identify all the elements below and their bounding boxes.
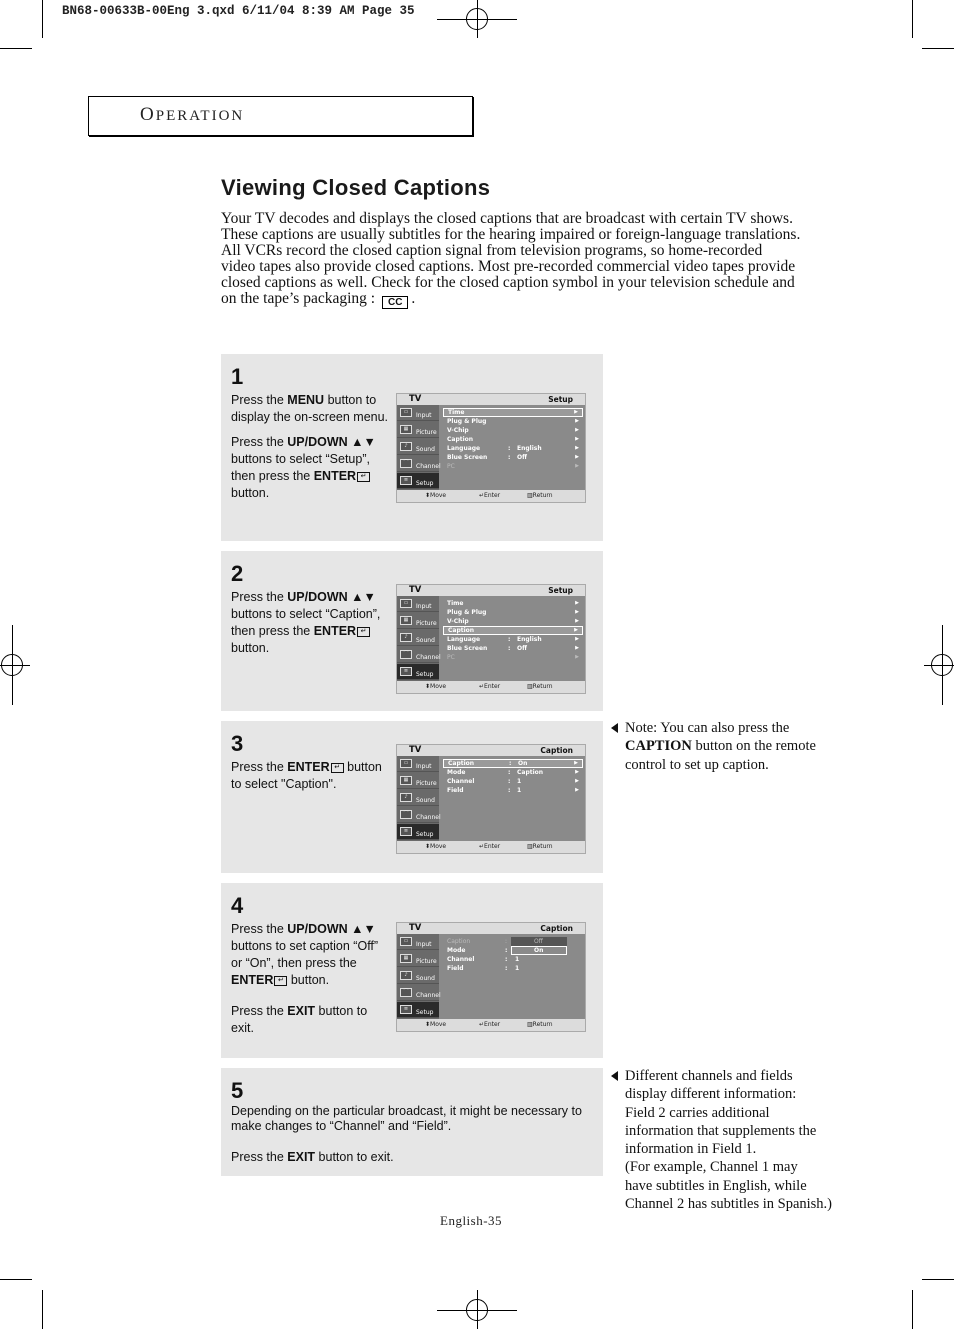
channel-icon: ⌒ bbox=[400, 459, 412, 468]
input-icon: ▭ bbox=[400, 759, 412, 768]
channel-icon: ⌒ bbox=[400, 650, 412, 659]
registration-mark bbox=[924, 665, 954, 666]
file-slug: BN68-00633B-00Eng 3.qxd 6/11/04 8:39 AM Page 35 bbox=[62, 4, 415, 18]
input-icon: ▭ bbox=[400, 599, 412, 608]
enter-icon: ↵ bbox=[331, 763, 344, 773]
osd-setup-menu: TV Setup ▭ Input ▦ Picture ♪ Sound ⌒ Channel ≡ Setup Time ▶ Plug & Plug ▶ V-Chip ▶ Caption ▶ Language : English ▶ Blue Screen : Off ▶ PC ▶ ⬍ Move ↵ Enter ▥ Return bbox=[396, 393, 586, 503]
step-number: 2 bbox=[231, 561, 244, 586]
enter-icon: ↵ bbox=[357, 627, 370, 637]
sound-icon: ♪ bbox=[400, 633, 412, 642]
setup-icon: ≡ bbox=[400, 827, 412, 836]
channel-icon: ⌒ bbox=[400, 988, 412, 997]
sound-icon: ♪ bbox=[400, 793, 412, 802]
enter-icon: ↵ bbox=[357, 472, 370, 482]
picture-icon: ▦ bbox=[400, 616, 412, 625]
picture-icon: ▦ bbox=[400, 954, 412, 963]
setup-icon: ≡ bbox=[400, 667, 412, 676]
step-number: 3 bbox=[231, 731, 244, 756]
setup-icon: ≡ bbox=[400, 1005, 412, 1014]
picture-icon: ▦ bbox=[400, 425, 412, 434]
intro-paragraph: Your TV decodes and displays the closed captions that are broadcast with certain TV shows. These captions are usually subtitles for the hearing impaired or foreign-language translations. All VCRs record the closed caption signal from television programs, so home-recorded video tapes also provide closed captions. Most pre-recorded commercial video tapes provide closed captions as well. Check for the closed caption symbol in your television schedule and on the tape’s packaging : CC . bbox=[221, 210, 801, 308]
registration-mark bbox=[12, 625, 13, 705]
crop-mark bbox=[912, 1290, 913, 1329]
osd-sidebar: ▭ Input ▦ Picture ♪ Sound ⌒ Channel ≡ Setup bbox=[397, 756, 439, 842]
picture-icon: ▦ bbox=[400, 776, 412, 785]
channel-icon: ⌒ bbox=[400, 810, 412, 819]
step-5 bbox=[221, 1068, 603, 1176]
osd-sidebar: ▭ Input ▦ Picture ♪ Sound ⌒ Channel ≡ Setup bbox=[397, 405, 439, 491]
cc-symbol: CC bbox=[382, 296, 408, 309]
arrow-left-icon bbox=[611, 723, 618, 733]
step-number: 4 bbox=[231, 893, 244, 918]
setup-icon: ≡ bbox=[400, 476, 412, 485]
step-text: Press the UP/DOWN ▲▼ buttons to select “Caption”, then press the ENTER ↵ button. bbox=[231, 590, 381, 655]
step-number: 5 bbox=[231, 1078, 244, 1103]
crop-mark bbox=[0, 48, 32, 49]
step-number: 1 bbox=[231, 364, 244, 389]
arrow-left-icon bbox=[611, 1071, 618, 1081]
osd-caption-menu: TV Caption ▭ Input ▦ Picture ♪ Sound ⌒ Channel ≡ Setup Caption : On ▶ Mode : Caption ▶ Channel : 1 ▶ Field : 1 ▶ ⬍ Move ↵ Enter ▥ Return bbox=[396, 744, 586, 854]
crop-mark bbox=[922, 48, 954, 49]
step-text: Press the UP/DOWN ▲▼ buttons to set caption “Off” or “On”, then press the ENTER ↵ button. Press the EXIT button to exit. bbox=[231, 922, 379, 1035]
section-label: OPERATION bbox=[140, 104, 245, 125]
crop-mark bbox=[42, 1290, 43, 1329]
registration-mark bbox=[942, 625, 943, 705]
crop-mark bbox=[922, 1279, 954, 1280]
sound-icon: ♪ bbox=[400, 971, 412, 980]
osd-setup-menu: TV Setup ▭ Input ▦ Picture ♪ Sound ⌒ Channel ≡ Setup Time ▶ Plug & Plug ▶ V-Chip ▶ Caption ▶ Language : English ▶ Blue Screen : Off ▶ PC ▶ ⬍ Move ↵ Enter ▥ Return bbox=[396, 584, 586, 694]
sound-icon: ♪ bbox=[400, 442, 412, 451]
step-3 bbox=[221, 721, 603, 873]
step-2 bbox=[221, 551, 603, 711]
registration-mark bbox=[0, 665, 30, 666]
osd-sidebar: ▭ Input ▦ Picture ♪ Sound ⌒ Channel ≡ Setup bbox=[397, 934, 439, 1020]
page-number: English-35 bbox=[440, 1213, 503, 1228]
osd-caption-menu: TV Caption ▭ Input ▦ Picture ♪ Sound ⌒ Channel ≡ Setup Caption : Off Mode : On Channel : 1 Field : 1 ⬍ Move ↵ Enter ▥ Return bbox=[396, 922, 586, 1032]
step-4 bbox=[221, 883, 603, 1058]
registration-mark bbox=[477, 1290, 478, 1329]
page-title: Viewing Closed Captions bbox=[221, 175, 491, 200]
enter-icon: ↵ bbox=[274, 976, 287, 986]
step-text: Depending on the particular broadcast, it might be necessary to make changes to “Channel” and “Field”. Press the EXIT button to exit. bbox=[231, 1104, 582, 1164]
input-icon: ▭ bbox=[400, 937, 412, 946]
registration-mark bbox=[477, 0, 478, 38]
crop-mark bbox=[912, 0, 913, 38]
step-text: Press the ENTER ↵ button to select "Caption". bbox=[231, 760, 382, 791]
osd-sidebar: ▭ Input ▦ Picture ♪ Sound ⌒ Channel ≡ Setup bbox=[397, 596, 439, 682]
step-text: Press the MENU button to display the on-screen menu. Press the UP/DOWN ▲▼ buttons to select “Setup”, then press the ENTER ↵ button. bbox=[231, 393, 389, 500]
crop-mark bbox=[42, 0, 43, 38]
input-icon: ▭ bbox=[400, 408, 412, 417]
crop-mark bbox=[0, 1279, 32, 1280]
step-1 bbox=[221, 354, 603, 541]
